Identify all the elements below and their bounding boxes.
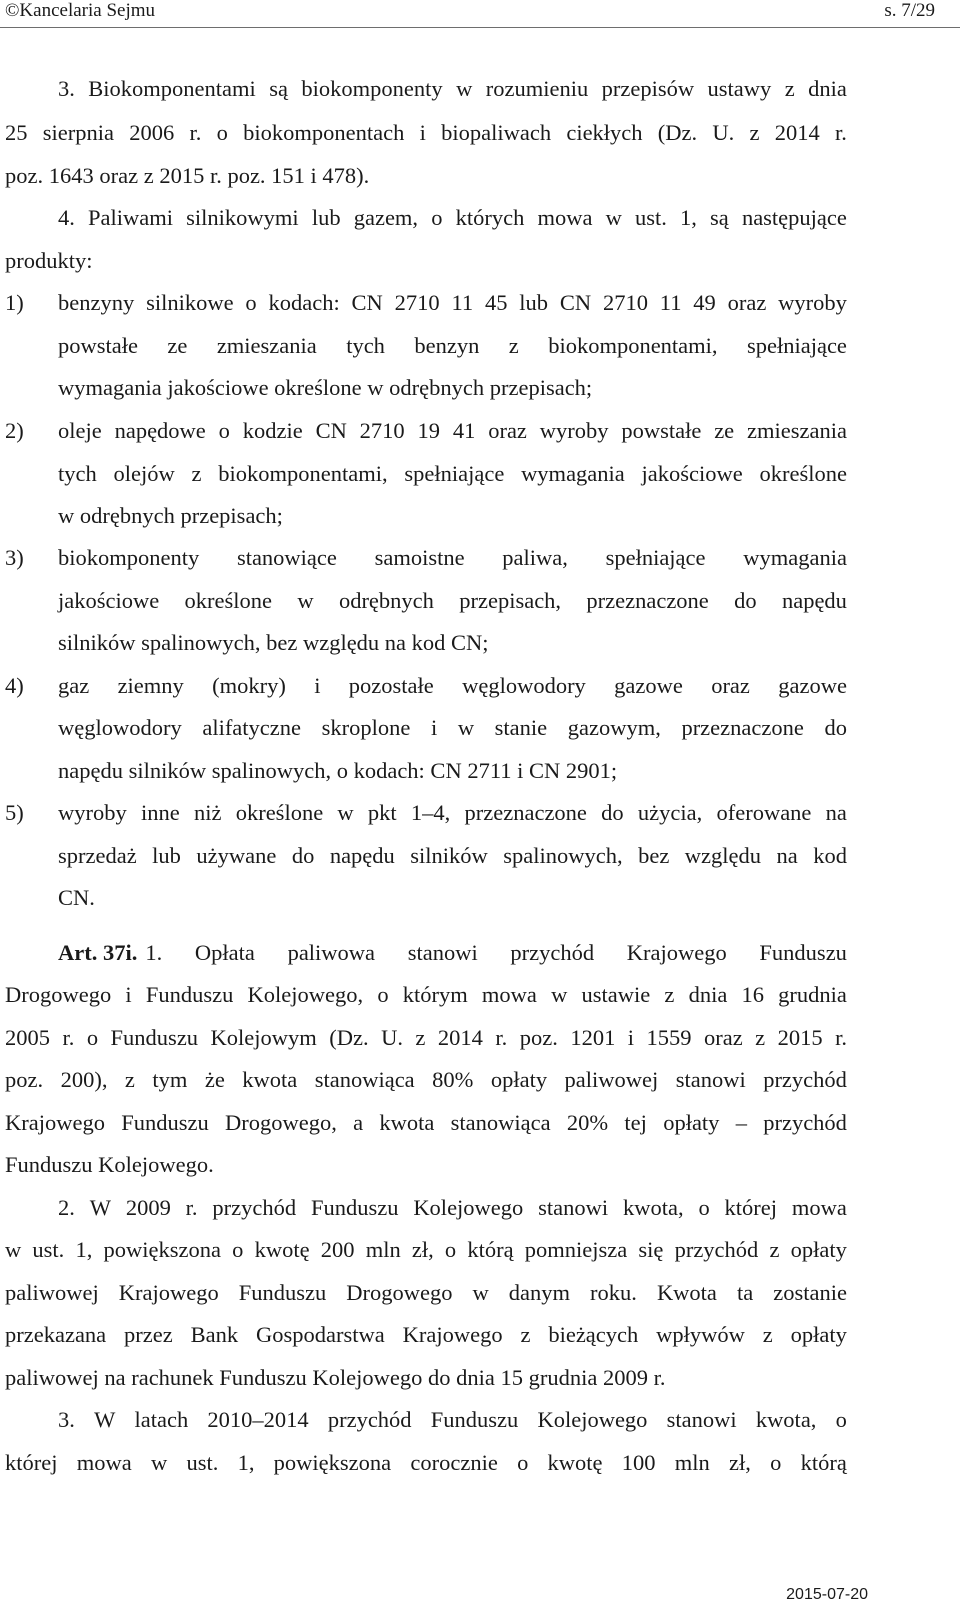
paragraph-line: której mowa w ust. 1, powiększona corocznie o kwotę 100 mln zł, o którą [5, 1450, 847, 1475]
article-label: Art. 37i. [58, 940, 138, 965]
list-item-number: 3) [5, 545, 24, 570]
list-item-line: wyroby inne niż określone w pkt 1–4, przeznaczone do użycia, oferowane na [58, 800, 847, 825]
paragraph-line: 3. Biokomponentami są biokomponenty w rozumieniu przepisów ustawy z dnia [58, 76, 847, 101]
paragraph-line: w ust. 1, powiększona o kwotę 200 mln zł, o którą pomniejsza się przychód z opłaty [5, 1237, 847, 1262]
paragraph-line: Funduszu Kolejowego. [5, 1152, 214, 1177]
list-item-number: 5) [5, 800, 24, 825]
list-item-line: biokomponenty stanowiące samoistne paliwa, spełniające wymagania [58, 545, 847, 570]
header-divider [0, 27, 960, 28]
list-item-line: tych olejów z biokomponentami, spełniające wymagania jakościowe określone [58, 461, 847, 486]
list-item-line: gaz ziemny (mokry) i pozostałe węglowodory gazowe oraz gazowe [58, 673, 847, 698]
paragraph-line: 2. W 2009 r. przychód Funduszu Kolejowego stanowi kwota, o której mowa [58, 1195, 847, 1220]
paragraph-line: przekazana przez Bank Gospodarstwa Krajowego z bieżących wpływów z opłaty [5, 1322, 847, 1347]
paragraph-line: paliwowej Krajowego Funduszu Drogowego w danym roku. Kwota ta zostanie [5, 1280, 847, 1305]
page-header [0, 0, 960, 28]
list-item-line: oleje napędowe o kodzie CN 2710 19 41 oraz wyroby powstałe ze zmieszania [58, 418, 847, 443]
list-item-line: w odrębnych przepisach; [58, 503, 283, 528]
paragraph-line: poz. 1643 oraz z 2015 r. poz. 151 i 478). [5, 163, 370, 188]
footer-date: 2015-07-20 [786, 1586, 868, 1603]
paragraph-line: 2005 r. o Funduszu Kolejowym (Dz. U. z 2014 r. poz. 1201 i 1559 oraz z 2015 r. [5, 1025, 847, 1050]
list-item-number: 4) [5, 673, 24, 698]
list-item-line: silników spalinowych, bez względu na kod CN; [58, 630, 489, 655]
list-item-line: powstałe ze zmieszania tych benzyn z biokomponentami, spełniające [58, 333, 847, 358]
paragraph-line: paliwowej na rachunek Funduszu Kolejowego do dnia 15 grudnia 2009 r. [5, 1365, 666, 1390]
list-item-line: wymagania jakościowe określone w odrębnych przepisach; [58, 375, 593, 400]
list-item-line: sprzedaż lub używane do napędu silników spalinowych, bez względu na kod [58, 843, 847, 868]
paragraph-line: 3. W latach 2010–2014 przychód Funduszu Kolejowego stanowi kwota, o [58, 1407, 847, 1432]
list-item-line: CN. [58, 885, 95, 910]
paragraph-line: produkty: [5, 248, 93, 273]
list-item-number: 1) [5, 290, 24, 315]
paragraph-line: 4. Paliwami silnikowymi lub gazem, o których mowa w ust. 1, są następujące [58, 205, 847, 230]
list-item-line: węglowodory alifatyczne skroplone i w stanie gazowym, przeznaczone do [58, 715, 847, 740]
list-item-line: napędu silników spalinowych, o kodach: CN 2711 i CN 2901; [58, 758, 618, 783]
list-item-line: benzyny silnikowe o kodach: CN 2710 11 45 lub CN 2710 11 49 oraz wyroby [58, 290, 847, 315]
paragraph-line: poz. 200), z tym że kwota stanowiąca 80% opłaty paliwowej stanowi przychód [5, 1067, 847, 1092]
list-item-number: 2) [5, 418, 24, 443]
paragraph-line: Krajowego Funduszu Drogowego, a kwota stanowiąca 20% tej opłaty – przychód [5, 1110, 847, 1135]
list-item-line: jakościowe określone w odrębnych przepisach, przeznaczone do napędu [58, 588, 847, 613]
article-heading-line: Art. 37i. 1. Opłata paliwowa stanowi przychód Krajowego Funduszu [58, 940, 847, 965]
paragraph-line: 25 sierpnia 2006 r. o biokomponentach i biopaliwach ciekłych (Dz. U. z 2014 r. [5, 120, 847, 145]
paragraph-line: Drogowego i Funduszu Kolejowego, o którym mowa w ustawie z dnia 16 grudnia [5, 982, 847, 1007]
header-source: ©Kancelaria Sejmu [5, 0, 156, 21]
header-page-number: s. 7/29 [884, 0, 935, 21]
